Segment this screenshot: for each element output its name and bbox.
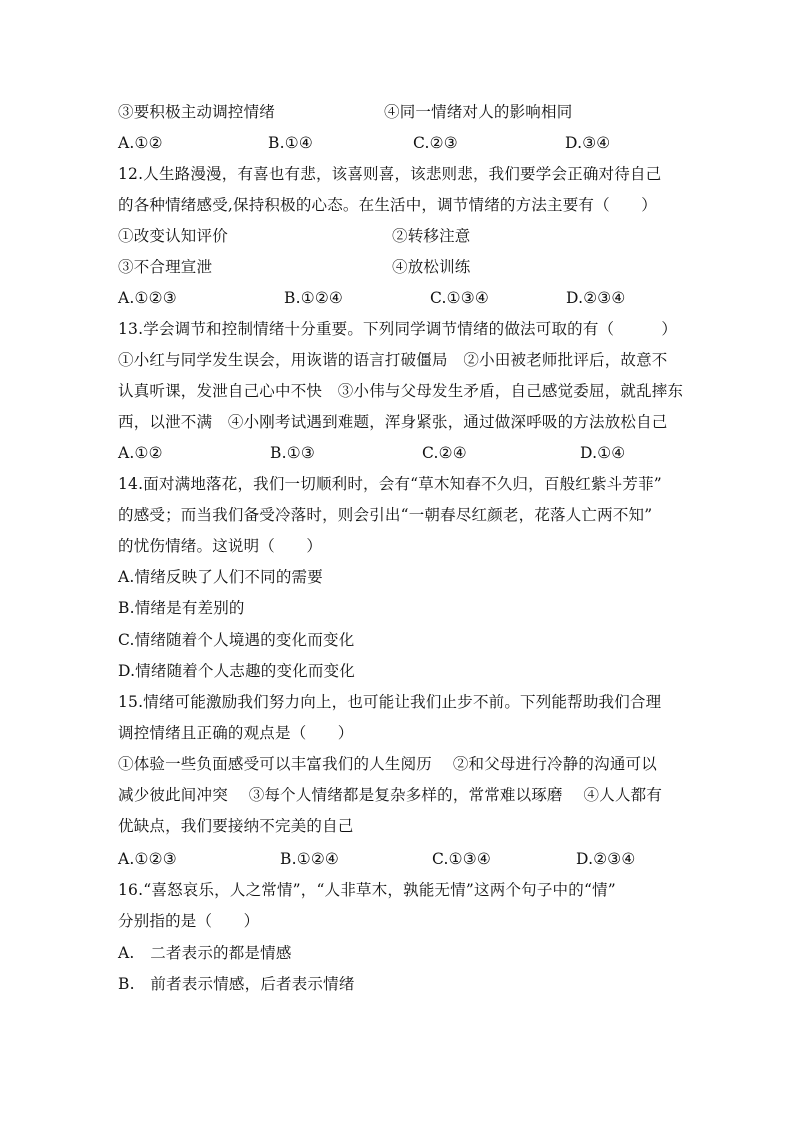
q11-options-row	[118, 102, 572, 122]
q13-stem-line-1: 13.学会调节和控制情绪十分重要。下列同学调节情绪的做法可取的有（ ）	[118, 320, 678, 338]
q13-body-line-3: 认真听课，发泄自己心中不快 ③小伟与父母发生矛盾，自己感觉委屈，就乱摔东	[118, 382, 684, 400]
q15-choice-b: B.①②④	[280, 850, 340, 868]
q11-option-4: ④同一情绪对人的影响相同	[384, 103, 573, 121]
q11-choice-c: C.②③	[413, 134, 458, 152]
q11-choices	[118, 133, 610, 153]
q15-stem-line-1: 15.情绪可能激励我们努力向上，也可能让我们止步不前。下列能帮助我们合理	[118, 693, 662, 711]
q14-option-a: A.情绪反映了人们不同的需要	[118, 568, 323, 586]
q14-stem-line-1: 14.面对满地落花，我们一切顺利时，会有“草木知春不久归，百般红紫斗芳菲”	[118, 475, 662, 493]
q12-choice-b: B.①②④	[284, 289, 344, 307]
q13-choices	[118, 443, 625, 463]
q12-option-3: ③不合理宣泄	[118, 258, 213, 276]
q16-stem-line-2: 分别指的是（ ）	[118, 912, 260, 930]
q13-choice-c: C.②④	[422, 444, 467, 462]
q13-body-line-2: ①小红与同学发生误会，用诙谐的语言打破僵局 ②小田被老师批评后，故意不	[118, 351, 668, 369]
q12-choice-c: C.①③④	[430, 289, 489, 307]
q11-choice-b: B.①④	[268, 134, 313, 152]
q16-stem-line-1: 16.“喜怒哀乐，人之常情”，“人非草木，孰能无情”这两个句子中的“情”	[118, 881, 616, 899]
q15-choice-a: A.①②③	[118, 850, 177, 868]
q14-stem-line-3: 的忧伤情绪。这说明（ ）	[118, 537, 323, 555]
q15-choice-c: C.①③④	[432, 850, 491, 868]
q14-option-b: B.情绪是有差别的	[118, 599, 245, 617]
q16-option-a: A. 二者表示的都是情感	[118, 944, 292, 962]
q12-option-2: ②转移注意	[392, 227, 471, 245]
q14-stem-line-2: 的感受；而当我们备受冷落时，则会引出“一朝春尽红颜老，花落人亡两不知”	[118, 506, 653, 524]
q12-option-1: ①改变认知评价	[118, 227, 228, 245]
q12-options-row-1	[118, 226, 471, 246]
q12-options-row-2	[118, 257, 471, 277]
q12-choices	[118, 288, 626, 308]
q12-choice-a: A.①②③	[118, 289, 177, 307]
q16-option-b: B. 前者表示情感，后者表示情绪	[118, 975, 355, 993]
q15-body-line-5: 优缺点，我们要接纳不完美的自己	[118, 817, 354, 835]
q15-choice-d: D.②③④	[576, 850, 636, 868]
q15-stem-line-2: 调控情绪且正确的观点是（ ）	[118, 724, 354, 742]
q12-choice-d: D.②③④	[566, 289, 626, 307]
q13-choice-b: B.①③	[270, 444, 315, 462]
q15-body-line-3: ①体验一些负面感受可以丰富我们的人生阅历 ②和父母进行冷静的沟通可以	[118, 755, 657, 773]
q13-choice-a: A.①②	[118, 444, 163, 462]
q11-choice-a: A.①②	[118, 134, 163, 152]
q13-body-line-4: 西，以泄不满 ④小刚考试遇到难题，浑身紧张，通过做深呼吸的方法放松自己	[118, 413, 668, 431]
q12-stem-line-2: 的各种情绪感受,保持积极的心态。在生活中，调节情绪的方法主要有（ ）	[118, 196, 657, 214]
q12-stem-line-1: 12.人生路漫漫，有喜也有悲，该喜则喜，该悲则悲，我们要学会正确对待自己	[118, 165, 662, 183]
q11-option-3: ③要积极主动调控情绪	[118, 103, 276, 121]
q14-option-d: D.情绪随着个人志趣的变化而变化	[118, 662, 356, 680]
q15-choices	[118, 849, 636, 869]
q12-option-4: ④放松训练	[392, 258, 471, 276]
q13-choice-d: D.①④	[580, 444, 626, 462]
q11-choice-d: D.③④	[565, 134, 611, 152]
q14-option-c: C.情绪随着个人境遇的变化而变化	[118, 631, 355, 649]
q15-body-line-4: 减少彼此间冲突 ③每个人情绪都是复杂多样的，常常难以琢磨 ④人人都有	[118, 786, 663, 804]
